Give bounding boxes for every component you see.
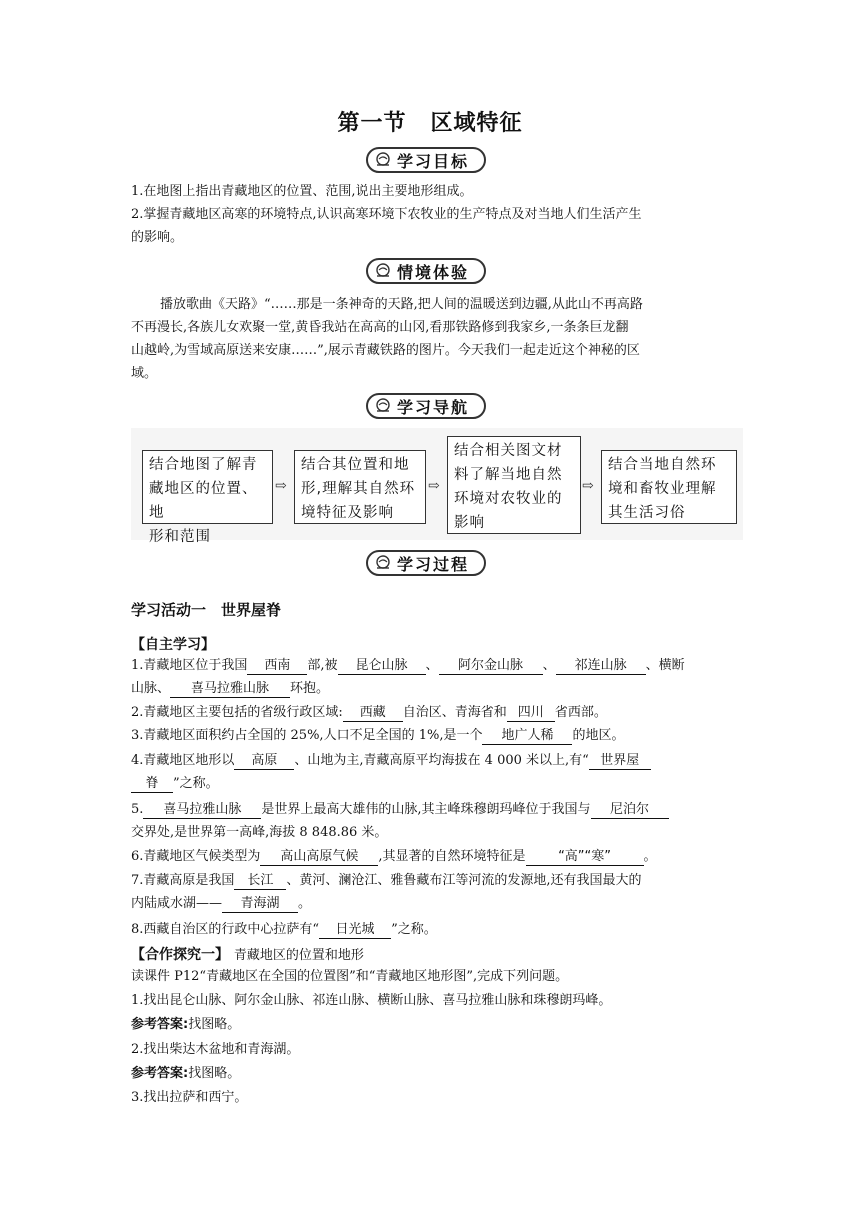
flow-step-4 [601, 450, 737, 524]
text: 6.青藏地区气候类型为 [131, 849, 261, 864]
text: 4.青藏地区地形以 [131, 753, 235, 768]
question-2 [131, 703, 731, 723]
question-1-line-1 [131, 656, 731, 676]
coop-instruction: 读课件 P12“青藏地区在全国的位置图”和“青藏地区地形图”,完成下列问题。 [131, 969, 569, 984]
coop-answer-1 [131, 1015, 731, 1035]
text: 环抱。 [290, 681, 330, 696]
book-hand-icon [374, 263, 392, 279]
coop-question-3: 3.找出拉萨和西宁。 [131, 1090, 248, 1105]
text: 7.青藏高原是我国 [131, 873, 235, 888]
scenario-line-3: 山越岭,为雪域高原送来安康……”,展示青藏铁路的图片。今天我们一起走近这个神秘的区 [131, 343, 640, 358]
text: 是世界上最高大雄伟的山脉,其主峰珠穆朗玛峰位于我国与 [261, 802, 591, 817]
goal-line-1: 1.在地图上指出青藏地区的位置、范围,说出主要地形组成。 [131, 184, 473, 199]
text: ,其显著的自然环境特征是 [378, 849, 526, 864]
question-5-line-1 [131, 800, 731, 820]
flow-step-text: 料了解当地自然 [454, 467, 563, 483]
badge-scenario [366, 258, 486, 284]
answer-blank: 阿尔金山脉 [439, 657, 543, 675]
flow-step-text: 藏地区的位置、地 [149, 481, 258, 521]
coop-question-1: 1.找出昆仑山脉、阿尔金山脉、祁连山脉、横断山脉、喜马拉雅山脉和珠穆朗玛峰。 [131, 993, 612, 1008]
page-title [0, 106, 860, 137]
flow-step-text: 结合相关图文材 [454, 443, 563, 459]
scenario-line-1: 播放歌曲《天路》“……那是一条神奇的天路,把人间的温暖送到边疆,从此山不再高路 [160, 297, 643, 312]
book-hand-icon [374, 398, 392, 414]
question-4-line-1 [131, 751, 731, 771]
badge-learning-goals [366, 147, 486, 173]
text: 的地区。 [572, 728, 625, 743]
answer-blank: 西藏 [343, 704, 403, 722]
text: 5. [131, 802, 144, 817]
flow-step-text: 境和畜牧业理解 [608, 481, 717, 497]
badge-process [366, 550, 486, 576]
answer-blank: 喜马拉雅山脉 [170, 680, 290, 698]
answer-blank: 日光城 [319, 921, 391, 939]
flow-step-text: 结合地图了解青 [149, 457, 258, 473]
answer-blank: 西南 [247, 657, 307, 675]
text: 、 [542, 658, 556, 673]
goal-line-2: 2.掌握青藏地区高寒的环境特点,认识高寒环境下农牧业的生产特点及对当地人们生活产生 [131, 207, 642, 222]
flow-step-text: 境特征及影响 [301, 505, 394, 521]
answer-blank: 喜马拉雅山脉 [143, 801, 261, 819]
text: 省西部。 [554, 705, 607, 720]
text: 、山地为主,青藏高原平均海拔在 4 000 米以上,有“ [294, 753, 589, 768]
answer-blank: 祁连山脉 [556, 657, 646, 675]
question-7-line-1 [131, 871, 731, 891]
text: 3.青藏地区面积约占全国的 25%,人口不足全国的 1%,是一个 [131, 728, 483, 743]
text: 、黄河、澜沧江、雅鲁藏布江等河流的发源地,还有我国最大的 [286, 873, 642, 888]
question-4-line-2 [131, 774, 731, 794]
badge-label: 学习目标 [396, 151, 469, 171]
question-6 [131, 847, 731, 867]
flow-step-text: 影响 [454, 515, 485, 531]
answer-blank: 地广人稀 [482, 727, 572, 745]
flow-step-2 [294, 450, 426, 524]
text: ”之称。 [391, 922, 437, 937]
book-hand-icon [374, 555, 392, 571]
question-1-line-2 [131, 679, 731, 699]
coop-label: 【合作探究一】 [131, 947, 229, 963]
flow-step-text: 形和范围 [149, 529, 211, 545]
text: 2.青藏地区主要包括的省级行政区域: [131, 705, 343, 720]
coop-answer-2 [131, 1064, 731, 1084]
arrow-right-icon: ⇨ [582, 478, 594, 494]
scenario-line-4: 域。 [131, 366, 158, 381]
title-section: 第一节 [337, 111, 407, 136]
text: ”之称。 [173, 776, 219, 791]
text: 。 [643, 849, 657, 864]
text: 自治区、青海省和 [402, 705, 507, 720]
flow-step-text: 其生活习俗 [608, 505, 686, 521]
coop-inquiry-heading [131, 944, 364, 964]
text: 山脉、 [131, 681, 171, 696]
badge-label: 情境体验 [396, 262, 469, 282]
answer-text: 找图略。 [188, 1066, 241, 1081]
answer-label: 参考答案: [131, 1017, 189, 1032]
answer-blank: 脊 [131, 775, 173, 793]
flow-step-text: 形,理解其自然环 [301, 481, 416, 497]
coop-title: 青藏地区的位置和地形 [233, 948, 364, 963]
question-7-line-2 [131, 894, 731, 914]
title-name: 区域特征 [430, 111, 523, 136]
question-5-line-2: 交界处,是世界第一高峰,海拔 8 848.86 米。 [131, 825, 388, 840]
answer-blank: 高原 [234, 752, 294, 770]
coop-question-2: 2.找出柴达木盆地和青海湖。 [131, 1042, 300, 1057]
text: 内陆咸水湖—— [131, 896, 223, 911]
flow-step-1 [142, 450, 273, 545]
arrow-right-icon: ⇨ [275, 478, 287, 494]
answer-label: 参考答案: [131, 1066, 189, 1081]
self-study-label: 【自主学习】 [131, 637, 215, 653]
badge-label: 学习导航 [396, 397, 469, 417]
flow-step-3 [447, 436, 581, 534]
badge-guide [366, 393, 486, 419]
text: 、 [425, 658, 439, 673]
answer-blank: 高山高原气候 [260, 848, 378, 866]
answer-blank: 长江 [234, 872, 286, 890]
text: 1.青藏地区位于我国 [131, 658, 248, 673]
text: 8.西藏自治区的行政中心拉萨有“ [131, 922, 320, 937]
goal-line-3: 的影响。 [131, 230, 184, 245]
flow-step-text: 结合当地自然环 [608, 457, 717, 473]
answer-blank: 世界屋 [589, 752, 651, 770]
answer-text: 找图略。 [188, 1017, 241, 1032]
text: 、横断 [645, 658, 685, 673]
flow-step-text: 环境对农牧业的 [454, 491, 563, 507]
answer-blank: 青海湖 [222, 895, 298, 913]
scenario-line-2: 不再漫长,各族儿女欢聚一堂,黄昏我站在高高的山冈,看那铁路修到我家乡,一条条巨龙翻 [131, 320, 629, 335]
text: 。 [298, 896, 312, 911]
question-3 [131, 726, 731, 746]
answer-blank: 尼泊尔 [591, 801, 669, 819]
answer-blank: 昆仑山脉 [338, 657, 426, 675]
question-8 [131, 920, 731, 940]
badge-label: 学习过程 [396, 554, 469, 574]
arrow-right-icon: ⇨ [428, 478, 440, 494]
answer-blank: “高”“寒” [526, 848, 644, 866]
answer-blank: 四川 [507, 704, 555, 722]
learning-guide-flow [131, 428, 743, 545]
book-hand-icon [374, 152, 392, 168]
flow-step-text: 结合其位置和地 [301, 457, 410, 473]
text: 部,被 [307, 658, 338, 673]
activity-heading: 学习活动一 世界屋脊 [131, 601, 282, 619]
